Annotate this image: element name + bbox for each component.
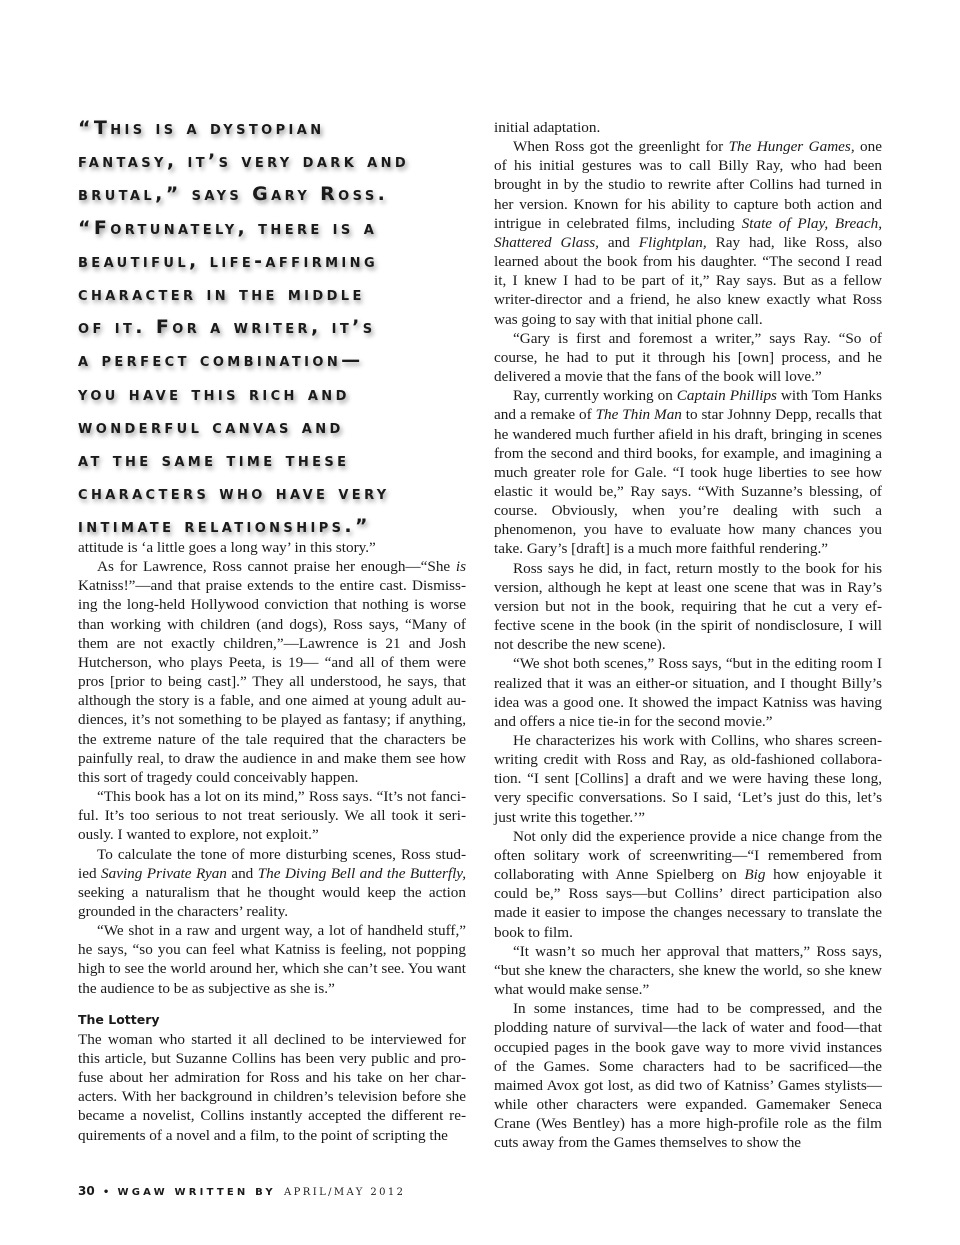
body-paragraph: To calculate the tone of more disturbing scenes, Ross studied Saving Private Ryan and The Diving Bell and the Butterfly, seeking a naturalism that he thought would keep the action grounded in the characters’ reality. xyxy=(78,845,467,920)
body-paragraph: initial adaptation. xyxy=(494,119,601,136)
pull-quote-line: characters who have very xyxy=(78,482,390,505)
pull-quote-line: fantasy, it’s very dark and xyxy=(78,150,410,173)
pull-quote-line: wonderful canvas and xyxy=(78,415,344,438)
pull-quote-line: “Fortunately, there is a xyxy=(78,216,378,239)
body-paragraph: When Ross got the greenlight for The Hunger Games, one of his initial gestures was to call Billy Ray, who had been brought in by the studio to rewrite after Collins had turned in her version. Known for his ability to capture both action and intrigue in celebrated films, including State of Play, Breach, Shattered Glass, and Flightplan, Ray had, like Ross, also learned about the book from his daughter. “The second I read it, I knew I had to be part of it,” Ray says. But as a fellow writer-director and a friend, he also knew exactly what Ross was going to say with that initial phone call. xyxy=(494,138,883,328)
pull-quote-line: “This is a dystopian xyxy=(78,117,325,139)
page-number: 30 xyxy=(78,1184,95,1198)
section-heading: The Lottery xyxy=(78,1011,160,1027)
footer-separator: • xyxy=(102,1187,110,1198)
pull-quote-line: a perfect combination— xyxy=(78,349,364,372)
body-paragraph: In some instances, time had to be compressed, and the plodding nature of survival—the lack of water and food—that occupied pages in the book gave way to more vivid instances of the Games. Some characters had to be sacrificed—the maimed Avox got lost, as did two of Katniss’ Games stylists—while other characters were expanded. Gamemaker Seneca Crane (Wes Bentley) has a more high-profile role as the film cuts away from the Games themselves to show the xyxy=(494,1000,882,1152)
pull-quote-line: you have this rich and xyxy=(78,382,350,405)
body-paragraph: “We shot both scenes,” Ross says, “but in the editing room I realized that it was an either-or situation, and I thought Billy’s idea was a good one. It showed the impact Katniss was having and offers a nice tie-in for the second movie.” xyxy=(494,655,882,730)
publication-name: WGAW WRITTEN BY xyxy=(117,1187,276,1198)
body-paragraph: Ross says he did, in fact, return mostly to the book for his version, although he kept at least one scene that was in Ray’s version but not in the book, requiring that he cut a very effective scene in the book (in the spirit of nondisclosure, I will not describe the new scene). xyxy=(494,559,882,654)
pull-quote-line: character in the middle xyxy=(78,283,365,306)
pull-quote xyxy=(78,112,470,544)
left-column xyxy=(78,538,466,1145)
body-paragraph: attitude is ‘a little goes a long way’ in this story.” xyxy=(78,539,376,556)
body-paragraph: “This book has a lot on its mind,” Ross says. “It’s not fanciful. It’s too serious to not treat seriously. We all took it seriously. I wanted to explore, not exploit.” xyxy=(78,788,466,844)
body-paragraph: Ray, currently working on Captain Phillips with Tom Hanks and a remake of The Thin Man to star Johnny Depp, recalls that he wandered much further afield in his draft, bringing in scenes from the second and third books, for example, and imagining a much greater role for Gale. “I took huge liberties to see how elastic it would be,” Ray says. “With Suzanne’s blessing, of course. Obviously, when you’re dealing with such a phenomenon, you have to evaluate how many chances you take. Gary’s [draft] is a much more faithful rendering.” xyxy=(494,387,883,558)
pull-quote-line: intimate relationships.” xyxy=(78,515,371,538)
body-paragraph: He characterizes his work with Collins, who shares screenwriting credit with Ross and Ray, as old-fashioned collaboration. “I sent [Collins] a draft and we were having these long, very specific conversations. So I said, ‘Let’s just do this, let’s just write this together.’” xyxy=(494,732,882,826)
issue-date: APRIL/MAY 2012 xyxy=(284,1187,406,1198)
body-paragraph: “We shot in a raw and urgent way, a lot of handheld stuff,” he says, “so you can feel what Katniss is feeling, not popping high to see the world around her, which she can’t see. You want the audience to be as subjective as she is.” xyxy=(78,922,466,997)
body-paragraph: The woman who started it all declined to be interviewed for this article, but Suzanne Collins has been very public and profuse about her admiration for Ross and his take on her characters. With her background in children’s television before she became a novelist, Collins instantly accepted the different requirements of a novel and a film, to the point of scripting the xyxy=(78,1030,466,1144)
body-paragraph: “It wasn’t so much her approval that matters,” Ross says, “but she knew the characters, she knew the world, so she knew what would make sense.” xyxy=(494,942,882,999)
pull-quote-line: of it. For a writer, it’s xyxy=(78,316,376,339)
body-paragraph: “Gary is first and foremost a writer,” says Ray. “So of course, he had to put it through his [own] process, and he delivered a movie that the fans of the book will love.” xyxy=(494,329,882,386)
right-column xyxy=(494,118,882,1152)
pull-quote-line: beautiful, life-affirming xyxy=(78,249,379,272)
body-paragraph: Not only did the experience provide a nice change from the often solitary work of screenwriting—“I remembered from collaborating with Anne Spielberg on Big how enjoyable it could be,” Ross says—but Collins’ direct participation also made it easier to impose the changes necessary to translate the book to film. xyxy=(494,827,882,941)
page-footer xyxy=(78,1184,405,1198)
body-paragraph: As for Lawrence, Ross cannot praise her enough—“She is Katniss!”—and that praise extends to the entire cast. Dismissing the long-held Hollywood conviction that nothing is worse than working with children (and dogs), Ross says, “Many of them are not exactly children,”—Lawrence is 21 and Josh Hutcherson, who plays Peeta, is 19— “and all of them were pros [prior to being cast].” They all understood, he says, that although the story is a fable, and one aimed at young adult audiences, it’s not something to be played as fantasy; if anything, the extreme nature of the tale required that the characters be painfully real, to draw the audience in and make them see how this sort of tragedy could conceivably happen. xyxy=(78,558,466,786)
pull-quote-line: at the same time these xyxy=(78,449,350,472)
pull-quote-line: brutal,” says Gary Ross. xyxy=(78,183,389,206)
